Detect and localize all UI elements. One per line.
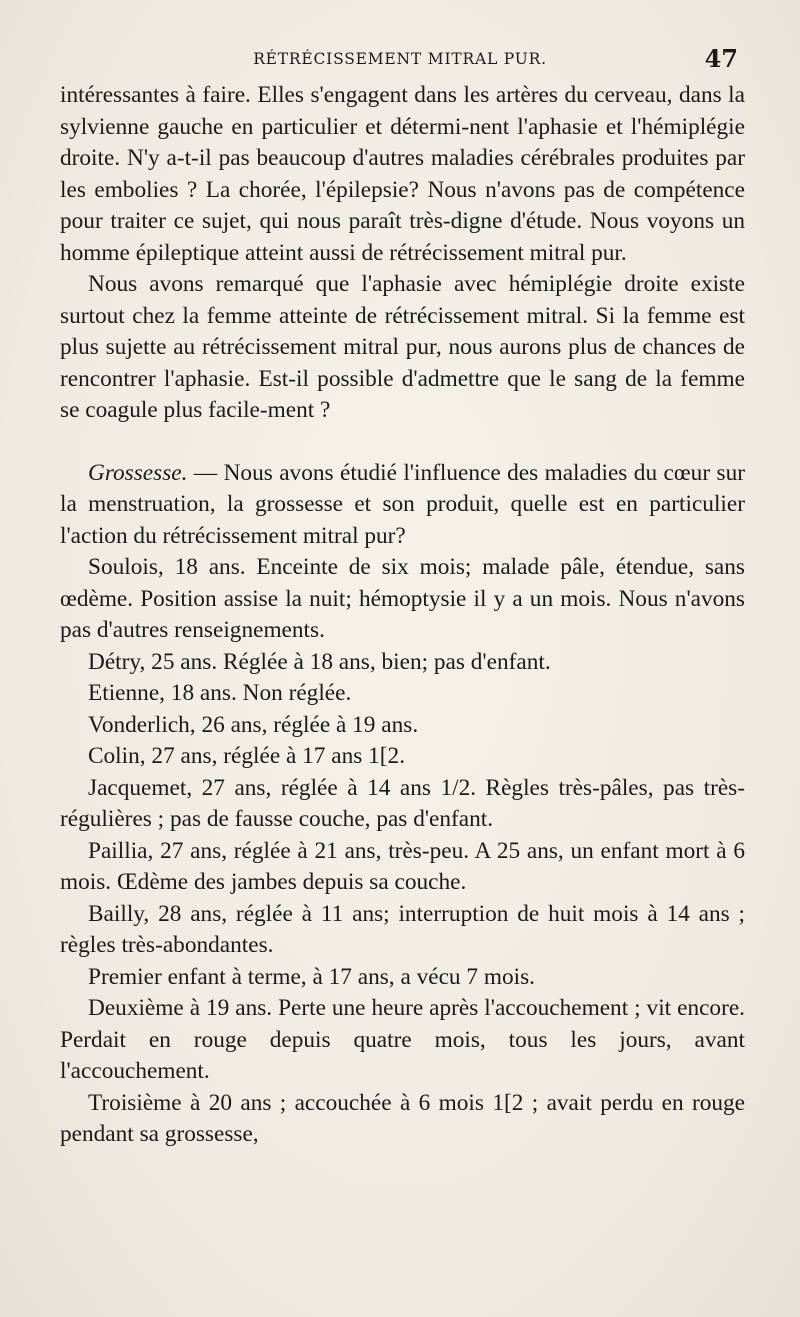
paragraph-continued: intéressantes à faire. Elles s'engagent dans les artères du cerveau, dans la sylvienne gauche en particulier et détermi-nent l'aphasie et l'hémiplégie droite. N'y a-t-il pas beaucoup d'autres maladies cérébrales produites par les embolies ? La chorée, l'épilepsie? Nous n'avons pas de compétence pour traiter ce sujet, qui nous paraît très-digne d'étude. Nous voyons un homme épileptique atteint aussi de rétrécissement mitral pur. (60, 82, 745, 266)
case-entry: Etienne, 18 ans. Non réglée. (88, 680, 352, 706)
paragraph-aphasie: Nous avons remarqué que l'aphasie avec hémiplégie droite existe surtout chez la femme atteinte de rétrécissement mitral. Si la femme est plus sujette au rétrécissement mitral pur, nous aurons plus de chances de rencontrer l'aphasie. Est-il possible d'admettre que le sang de la femme se coagule plus facile-ment ? (60, 271, 745, 423)
case-entry: Premier enfant à terme, à 17 ans, a vécu 7 mois. (88, 963, 536, 990)
case-entry: Troisième à 20 ans ; accouchée à 6 mois 1[2 ; avait perdu en rouge pendant sa grossesse, (60, 1089, 745, 1147)
section-text: — Nous avons étudié l'influence des maladies du cœur sur la menstruation, la grossesse et son produit, quelle est en particulier l'action du rétrécissement mitral pur? (60, 459, 745, 549)
case-entry: Bailly, 28 ans, réglée à 11 ans; interruption de huit mois à 14 ans ; règles très-abondantes. (60, 900, 745, 958)
section-lead: Grossesse. (88, 459, 188, 486)
page-number: 47 (704, 44, 738, 73)
case-entry: Colin, 27 ans, réglée à 17 ans 1[2. (88, 743, 406, 769)
running-head (60, 44, 740, 76)
case-entry: Détry, 25 ans. Réglée à 18 ans, bien; pas d'enfant. (88, 648, 551, 675)
body-text (60, 80, 745, 1151)
case-entry: Soulois, 18 ans. Enceinte de six mois; malade pâle, étendue, sans œdème. Position assise la nuit; hémoptysie il y a un mois. Nous n'avons pas d'autres renseignements. (60, 554, 745, 643)
case-entry: Paillia, 27 ans, réglée à 21 ans, très-peu. A 25 ans, un enfant mort à 6 mois. Œdème des jambes depuis sa couche. (60, 837, 745, 895)
case-entry: Jacquemet, 27 ans, réglée à 14 ans 1/2. Règles très-pâles, pas très-régulières ; pas de fausse couche, pas d'enfant. (60, 774, 745, 832)
paragraph-grossesse (60, 458, 745, 553)
case-entry: Deuxième à 19 ans. Perte une heure après l'accouchement ; vit encore. Perdait en rouge depuis quatre mois, tous les jours, avant l'accouchement. (60, 995, 745, 1084)
case-entry: Vonderlich, 26 ans, réglée à 19 ans. (88, 711, 419, 738)
running-title: RÉTRÉCISSEMENT MITRAL PUR. (253, 50, 547, 68)
